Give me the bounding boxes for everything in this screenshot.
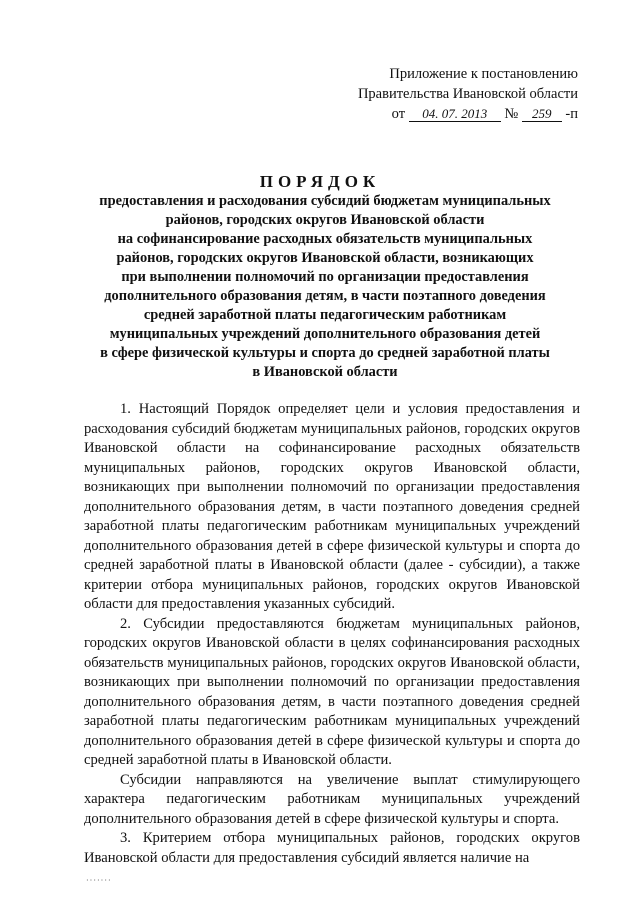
paragraph-3: 3. Критерием отбора муниципальных районов, городских округов Ивановской области для предоставления субсидий является наличие на [84, 830, 580, 866]
subtitle-line: районов, городских округов Ивановской области, возникающих [116, 250, 534, 266]
subtitle-line: районов, городских округов Ивановской области [165, 212, 485, 228]
subtitle-line: на софинансирование расходных обязательств муниципальных [117, 231, 533, 247]
paragraph-1: 1. Настоящий Порядок определяет цели и условия предоставления и расходования субсидий бюджетам муниципальных районов, городских округов Ивановской области на софинансирование расходных обязательств муниципальных районов, городских округов Ивановской области, возникающих при выполнении полномочий по организации предоставления дополнительного образования детям, в части поэтапного доведения средней заработной платы педагогическим работникам муниципальных учреждений дополнительного образования детей в сфере физической культуры и спорта до средней заработной платы в Ивановской области (далее - субсидии), а также критерии отбора муниципальных районов, городских округов Ивановской области для предоставления указанных субсидий. [84, 401, 580, 612]
header-line-1: Приложение к постановлению [389, 66, 578, 82]
handwritten-date: 04. 07. 2013 [409, 107, 501, 122]
header-line-2: Правительства Ивановской области [357, 86, 578, 102]
subtitle-line: дополнительного образования детям, в части поэтапного доведения [104, 288, 546, 304]
from-label: от [391, 106, 406, 122]
number-label: № [504, 106, 519, 122]
document-body [84, 400, 580, 868]
document-subtitle [70, 192, 580, 382]
subtitle-line: в сфере физической культуры и спорта до средней заработной платы [100, 345, 550, 361]
scan-artifact-mark: ······· [86, 876, 112, 885]
header-date-number-line [318, 104, 578, 124]
handwritten-number: 259 [522, 107, 562, 122]
subtitle-line: предоставления и расходования субсидий бюджетам муниципальных [99, 193, 551, 209]
number-suffix: -п [565, 106, 578, 122]
document-header [318, 64, 578, 124]
paragraph-2-continuation: Субсидии направляются на увеличение выплат стимулирующего характера педагогическим работникам муниципальных учреждений дополнительного образования детей в сфере физической культуры и спорта. [84, 771, 580, 827]
subtitle-line: при выполнении полномочий по организации предоставления [121, 269, 529, 285]
document-title: ПОРЯДОК [259, 172, 381, 191]
subtitle-line: в Ивановской области [252, 364, 398, 380]
paragraph-2: 2. Субсидии предоставляются бюджетам муниципальных районов, городских округов Ивановской области в целях софинансирования расходных обязательств муниципальных районов, городских округов Ивановской области, возникающих при выполнении полномочий по организации предоставления дополнительного образования детям, в части поэтапного доведения средней заработной платы педагогическим работникам муниципальных учреждений дополнительного образования детей в сфере физической культуры и спорта до средней заработной платы в Ивановской области. [84, 615, 580, 768]
subtitle-line: муниципальных учреждений дополнительного образования детей [109, 326, 541, 342]
subtitle-line: средней заработной платы педагогическим работникам [143, 307, 507, 323]
